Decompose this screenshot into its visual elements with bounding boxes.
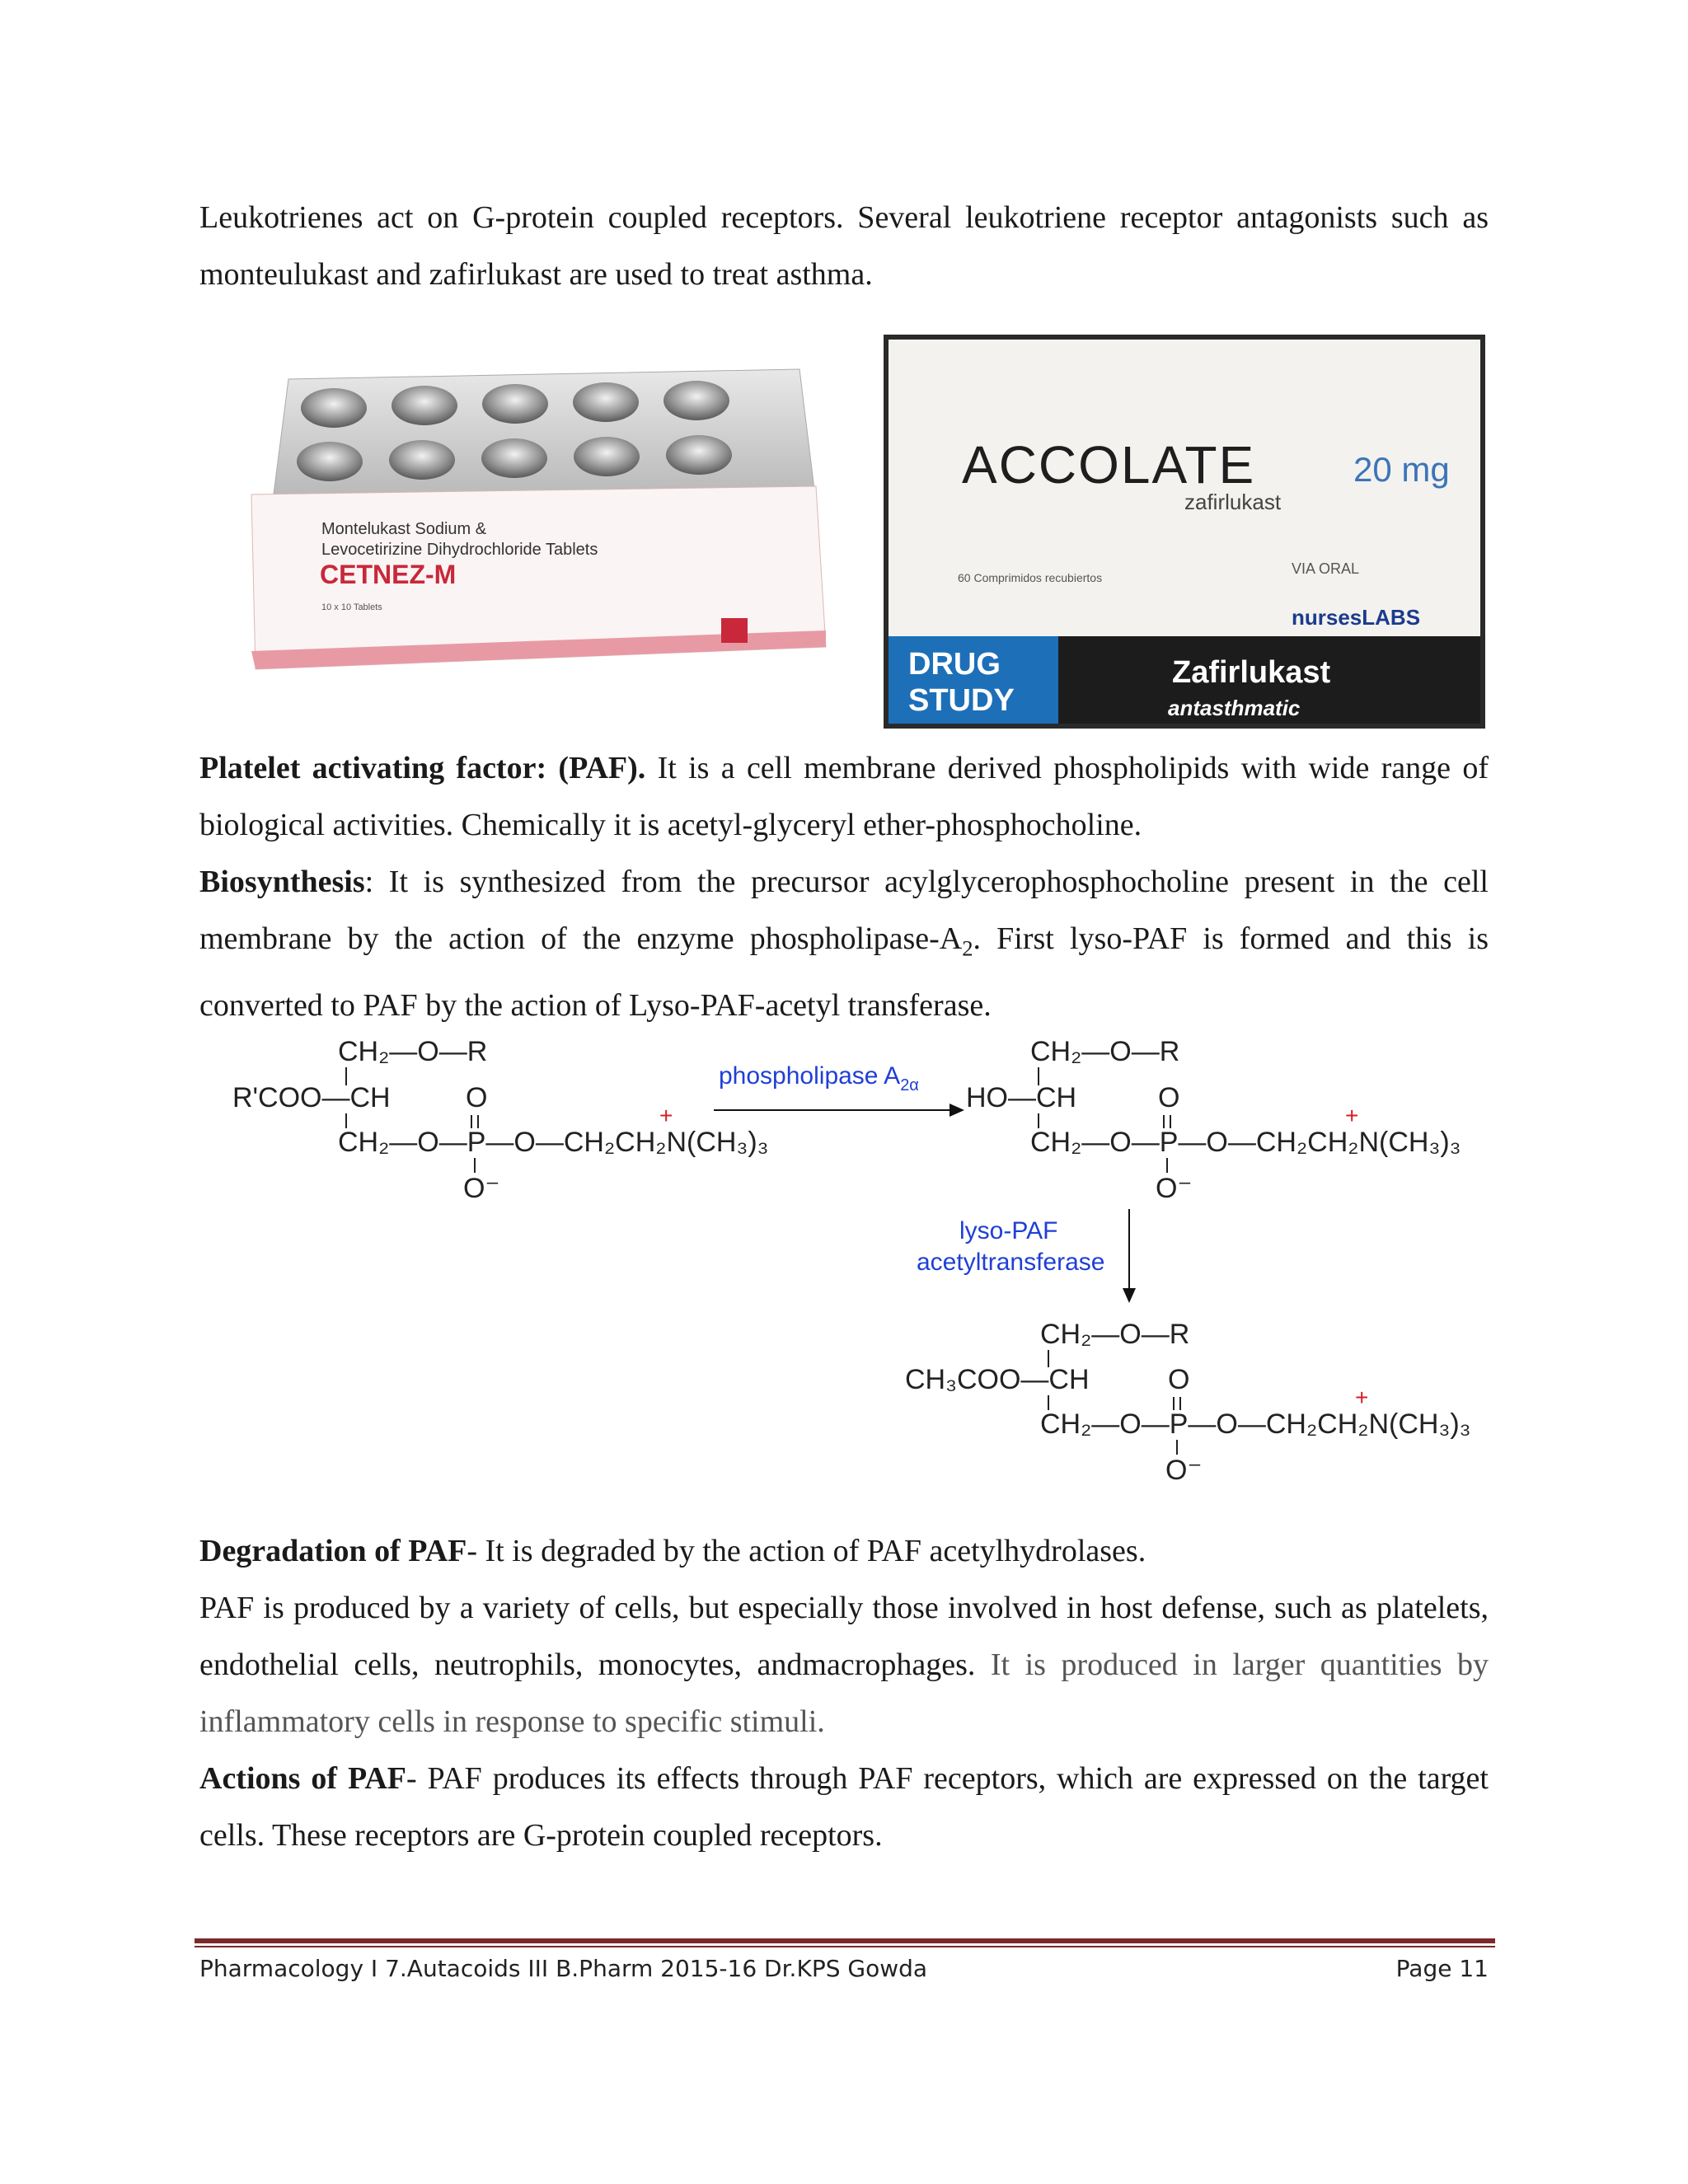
actions-heading: Actions of PAF <box>199 1761 406 1796</box>
production-paragraph <box>199 1580 1489 1750</box>
paf-biosynthesis-scheme <box>223 1026 1492 1496</box>
precursor-charge: + <box>659 1103 673 1128</box>
biosynthesis-subscript: 2 <box>962 935 973 961</box>
leukotriene-paragraph <box>199 190 1489 303</box>
cetnez-m-product-image <box>239 363 841 692</box>
precursor-oxo: O <box>466 1082 488 1113</box>
acetyltransferase-arrow <box>917 1209 1136 1303</box>
footer-rule-thin <box>195 1946 1495 1947</box>
paf-body: It is a cell membrane derived phospholipids with wide range of biological activities. Chemically it is acetyl-glyceryl ether-phosphocholine. <box>199 751 1489 842</box>
lyso-paf-top-chain: CH₂—O—R <box>1030 1036 1180 1067</box>
footer-rule-thick <box>195 1938 1495 1943</box>
svg-text:acetyltransferase: acetyltransferase <box>917 1249 1105 1276</box>
production-body-1: PAF is produced by a variety of cells, but especially those involved in host defense, such as platelets, endothelial cells, neutrophils, monocytes, andmacrophages. <box>199 1591 1489 1682</box>
paf-acetyl-group: CH₃COO—CH <box>905 1364 1090 1395</box>
actions-paragraph <box>199 1750 1489 1864</box>
paf-paragraph <box>199 740 1489 854</box>
paf-oxo: O <box>1168 1364 1190 1395</box>
precursor-oxide: O⁻ <box>463 1173 500 1204</box>
drug-study-word1: DRUG <box>908 647 1001 682</box>
cetnez-logo <box>721 618 748 643</box>
paf-charge: + <box>1355 1385 1369 1410</box>
paf-heading: Platelet activating factor: (PAF). <box>199 751 646 785</box>
lyso-paf-structure <box>966 1036 1461 1204</box>
biosynthesis-body-2: . First lyso-PAF is formed and this is converted to PAF by the action of Lyso-PAF-acetyl transferase. <box>199 921 1489 1023</box>
production-body-2: It is produced in larger quantities by inflammatory cells in response to specific stimuli. <box>199 1647 1489 1739</box>
degradation-body: - It is degraded by the action of PAF acetylhydrolases. <box>467 1534 1146 1568</box>
cetnez-line1: Montelukast Sodium & <box>321 520 487 538</box>
nurseslabs-watermark: nursesLABS <box>1292 605 1421 630</box>
footer-course-info: Pharmacology I 7.Autacoids III B.Pharm 2015-16 Dr.KPS Gowda <box>199 1955 928 1982</box>
biosynthesis-paragraph <box>199 854 1489 1034</box>
biosynthesis-body-1: : It is synthesized from the precursor acylglycerophosphocholine present in the cell membrane by the action of the enzyme phospholipase-A <box>199 865 1489 956</box>
blister-strip <box>272 369 816 507</box>
svg-text:lyso-PAF: lyso-PAF <box>959 1217 1058 1244</box>
accolate-count: 60 Comprimidos recubiertos <box>958 571 1103 584</box>
drug-study-word2: STUDY <box>908 683 1015 718</box>
accolate-brand: ACCOLATE <box>962 435 1256 494</box>
cetnez-pack-count: 10 x 10 Tablets <box>321 602 382 612</box>
lyso-paf-oxo: O <box>1158 1082 1180 1113</box>
precursor-top-chain: CH₂—O—R <box>338 1036 488 1067</box>
cetnez-line2: Levocetirizine Dihydrochloride Tablets <box>321 541 598 559</box>
accolate-dose: 20 mg <box>1353 450 1450 489</box>
paf-structure <box>905 1319 1470 1486</box>
actions-body: - PAF produces its effects through PAF receptors, which are expressed on the target cells. These receptors are G-protein coupled receptors. <box>199 1761 1489 1853</box>
precursor-acyl-group: R'COO—CH <box>232 1082 391 1113</box>
leukotriene-text: Leukotrienes act on G-protein coupled receptors. Several leukotriene receptor antagonists such as monteulukast and zafirlukast are used to treat asthma. <box>199 200 1489 292</box>
footer-page-number: Page 11 <box>1395 1955 1489 1982</box>
banner-drug-class: antasthmatic <box>1168 696 1301 720</box>
degradation-paragraph <box>199 1523 1489 1580</box>
accolate-route: VIA ORAL <box>1292 560 1360 577</box>
degradation-heading: Degradation of PAF <box>199 1534 467 1568</box>
cetnez-brand: CETNEZ-M <box>320 560 457 589</box>
paf-phospho-chain: CH₂—O—P—O—CH₂CH₂N(CH₃)₃ <box>1040 1408 1471 1440</box>
lyso-paf-charge: + <box>1345 1103 1359 1128</box>
lyso-paf-phospho-chain: CH₂—O—P—O—CH₂CH₂N(CH₃)₃ <box>1030 1127 1461 1158</box>
lyso-precursor-structure <box>232 1036 768 1204</box>
biosynthesis-heading: Biosynthesis <box>199 865 365 899</box>
svg-text:phospholipase A2α: phospholipase $A_{2\alpha}$ <box>719 1062 919 1094</box>
accolate-product-image <box>884 335 1485 729</box>
accolate-generic: zafirlukast <box>1184 490 1282 514</box>
banner-drug-name: Zafirlukast <box>1172 655 1331 690</box>
phospholipase-arrow <box>714 1062 964 1117</box>
precursor-phospho-chain: CH₂—O—P—O—CH₂CH₂N(CH₃)₃ <box>338 1127 769 1158</box>
paf-oxide: O⁻ <box>1165 1455 1203 1486</box>
lyso-paf-hydroxyl: HO—CH <box>966 1082 1077 1113</box>
lyso-paf-oxide: O⁻ <box>1156 1173 1193 1204</box>
paf-top-chain: CH₂—O—R <box>1040 1319 1190 1350</box>
